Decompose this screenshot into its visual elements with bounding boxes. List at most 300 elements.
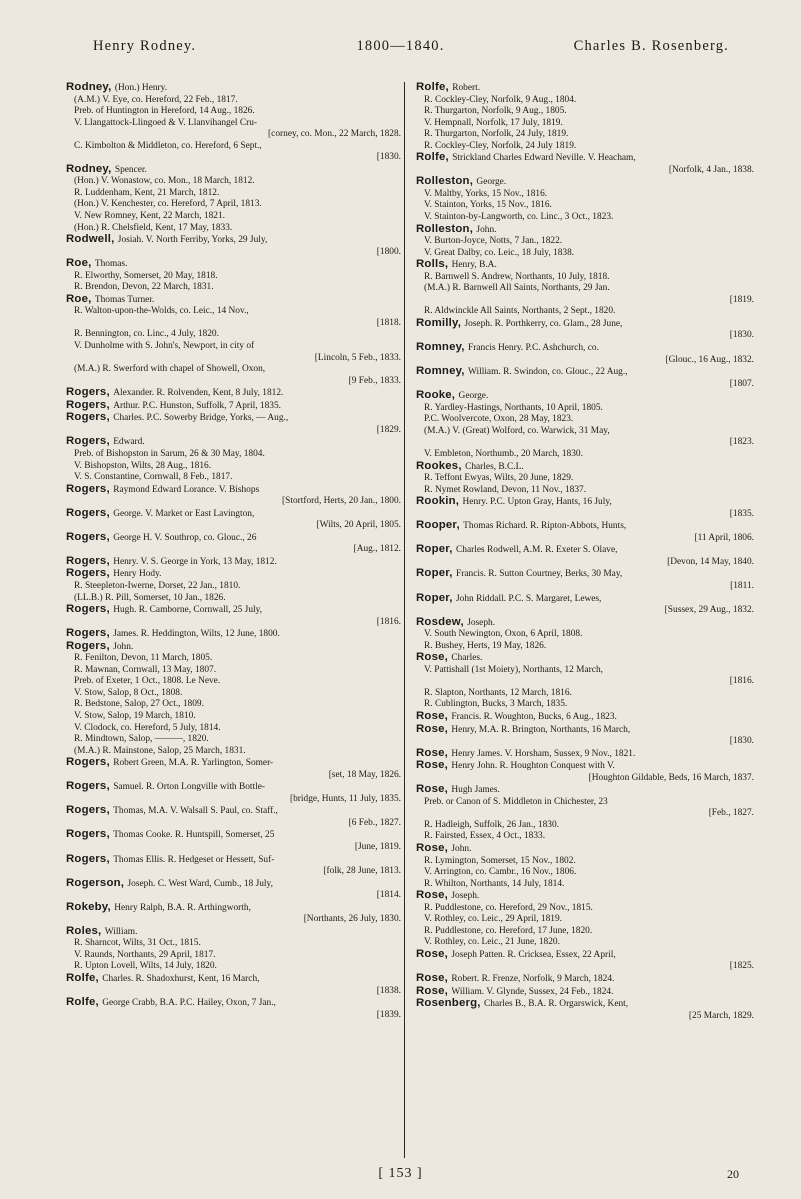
index-entry [66, 234, 401, 258]
entry-surname: Rose, [416, 972, 452, 985]
entry-surname: Rolleston, [416, 175, 477, 188]
entry-line [66, 532, 401, 545]
entry-line [416, 937, 754, 949]
entry-text: Joseph. [451, 891, 480, 902]
entry-surname: Rogers, [66, 435, 114, 448]
entry-line [66, 997, 401, 1010]
entry-line [416, 688, 754, 700]
entry-surname: Rogerson, [66, 876, 128, 889]
entry-line [416, 998, 754, 1011]
entry-surname: Roper, [416, 567, 457, 580]
entry-line [66, 818, 401, 830]
entry-text: (Hon.) V. Wonastow, co. Mon., 18 March, 1812. [74, 176, 255, 187]
entry-text: V. Maltby, Yorks, 15 Nov., 1816. [424, 188, 548, 199]
entry-text: Henry James. V. Horsham, Sussex, 9 Nov., 1821. [451, 748, 636, 759]
page-number: [ 153 ] [378, 1166, 423, 1181]
entry-text: Francis Henry. P.C. Ashchurch, co. [468, 343, 599, 354]
entry-line [416, 461, 754, 474]
entry-text: V. New Romney, Kent, 22 March, 1821. [74, 211, 226, 222]
entry-line [416, 129, 754, 141]
entry-line [416, 641, 754, 653]
entry-text: [1838. [376, 985, 401, 996]
entry-line [66, 544, 401, 556]
entry-line [66, 425, 401, 437]
index-entry [66, 926, 401, 973]
index-entry [416, 593, 754, 617]
index-entry [416, 176, 754, 223]
entry-text: James. R. Heddington, Wilts, 12 June, 1800. [113, 629, 280, 640]
entry-line [416, 306, 754, 318]
entry-surname: Roles, [66, 924, 105, 937]
entry-text: [set, 18 May, 1826. [328, 769, 401, 780]
entry-line [66, 581, 401, 593]
entry-line [416, 520, 754, 533]
entry-text: John. [451, 844, 472, 854]
entry-text: [corney, co. Mon., 22 March, 1828. [268, 129, 401, 140]
entry-line [416, 843, 754, 856]
entry-line [416, 496, 754, 509]
entry-line [66, 842, 401, 854]
entry-text: Joseph Patten. R. Cricksea, Essex, 22 April, [451, 949, 616, 960]
entry-line [66, 723, 401, 735]
entry-line [416, 890, 754, 903]
entry-surname: Rose, [416, 783, 452, 796]
entry-text: Thomas. [94, 259, 128, 270]
index-entry [66, 164, 401, 234]
entry-text: Francis. R. Sutton Courtney, Berks, 30 May, [456, 569, 623, 580]
entry-surname: Roper, [416, 543, 457, 556]
entry-text: [1830. [729, 330, 754, 341]
index-entry [66, 878, 401, 902]
entry-text: Henry Hody. [113, 569, 162, 580]
entry-text: Charles. P.C. Sowerby Bridge, Yorks, — Aug., [113, 413, 289, 424]
entry-line [66, 890, 401, 902]
entry-line [66, 699, 401, 711]
entry-line [416, 568, 754, 581]
entry-text: [Norfolk, 4 Jan., 1838. [668, 164, 754, 175]
entry-surname: Roe, [66, 257, 95, 270]
entry-line [416, 533, 754, 545]
entry-surname: Rose, [416, 889, 452, 902]
entry-text: R. Walton-upon-the-Wolds, co. Leic., 14 Nov., [74, 306, 249, 317]
entry-line [66, 258, 401, 271]
index-entry [66, 556, 401, 569]
entry-text: [Lincoln, 5 Feb., 1833. [314, 352, 401, 363]
entry-line [416, 544, 754, 557]
entry-line [416, 379, 754, 391]
entry-surname: Rogers, [66, 530, 114, 543]
entry-line [416, 200, 754, 212]
entry-text: [Devon, 14 May, 1840. [667, 556, 754, 567]
index-entry [416, 784, 754, 843]
entry-line [416, 248, 754, 260]
entry-line [416, 236, 754, 248]
index-entry [66, 258, 401, 294]
entry-text: Hugh. R. Camborne, Cornwall, 25 July, [113, 605, 263, 616]
index-entry [416, 520, 754, 544]
entry-text: (Hon.) R. Chelsfield, Kent, 17 May, 1833. [74, 222, 233, 233]
entry-text: [Stortford, Herts, 20 Jan., 1800. [282, 496, 401, 507]
entry-line [416, 509, 754, 521]
entry-text: Joseph. [467, 617, 496, 628]
entry-line [66, 520, 401, 532]
index-entry [416, 496, 754, 520]
entry-text: John. [113, 641, 134, 652]
entry-surname: Rogers, [66, 482, 114, 495]
entry-text: R. Slapton, Northants, 12 March, 1816. [424, 687, 572, 698]
index-entry [66, 628, 401, 641]
entry-text: V. Hempnall, Norfolk, 17 July, 1819. [424, 117, 563, 128]
signature-mark: 20 [727, 1167, 739, 1181]
entry-line [416, 141, 754, 153]
index-entry [66, 436, 401, 483]
entry-text: John. [476, 224, 497, 235]
entry-line [66, 400, 401, 413]
entry-text: Thomas Richard. R. Ripton-Abbots, Hunts, [463, 521, 627, 532]
entry-text: [1811. [730, 580, 754, 591]
entry-text: [1825. [729, 961, 754, 972]
entry-text: George. V. Market or East Lavington, [113, 508, 255, 519]
entry-text: R. Barnwell S. Andrew, Northants, 10 July, 1818. [424, 271, 610, 282]
entry-text: R. Cockley-Cley, Norfolk, 9 Aug., 1804. [424, 94, 577, 105]
entry-line [66, 294, 401, 307]
entry-text: [1807. [729, 378, 754, 389]
entry-surname: Rose, [416, 709, 452, 722]
entry-line [66, 496, 401, 508]
entry-line [416, 342, 754, 355]
entry-surname: Rogers, [66, 804, 114, 817]
entry-line [416, 867, 754, 879]
entry-text: Preb. of Exeter, 1 Oct., 1808. Le Neve. [74, 676, 221, 687]
entry-line [416, 95, 754, 107]
entry-text: Henry John. R. Houghton Conquest with V. [451, 761, 615, 772]
entry-line [66, 188, 401, 200]
index-entry [416, 724, 754, 748]
entry-text: Henry, M.A. R. Brington, Northants, 16 March, [451, 724, 631, 735]
index-entry [416, 652, 754, 711]
entry-text: R. Cockley-Cley, Norfolk, 24 July 1819. [424, 140, 577, 151]
entry-text: R. Lymington, Somerset, 15 Nov., 1802. [424, 855, 576, 866]
entry-text: [1839. [376, 1009, 401, 1020]
entry-surname: Rodney, [66, 81, 115, 93]
entry-line [416, 557, 754, 569]
entry-surname: Rose, [416, 759, 452, 772]
entry-surname: Rose, [416, 722, 452, 735]
index-entry [416, 544, 754, 568]
entry-line [66, 318, 401, 330]
entry-surname: Rogers, [66, 756, 114, 769]
entry-line [416, 760, 754, 773]
entry-line [416, 449, 754, 461]
index-entry [66, 829, 401, 853]
entry-line [66, 688, 401, 700]
entry-text: R. Upton Lovell, Wilts, 14 July, 1820. [74, 961, 217, 972]
header-right: Charles B. Rosenberg. [573, 38, 729, 54]
entry-surname: Rogers, [66, 567, 114, 580]
entry-text: Josiah. V. North Ferriby, Yorks, 29 July, [117, 235, 268, 246]
entry-text: Thomas Turner. [94, 294, 155, 305]
entry-surname: Roper, [416, 591, 457, 604]
entry-text: [1823. [729, 437, 754, 448]
entry-text: Preb. of Huntington in Hereford, 14 Aug., 1826. [74, 106, 255, 117]
entry-surname: Rogers, [66, 398, 114, 411]
entry-line [66, 914, 401, 926]
entry-line [416, 82, 754, 95]
index-entry [66, 412, 401, 436]
entry-text: [9 Feb., 1833. [348, 375, 401, 386]
entry-line [66, 106, 401, 118]
entry-line [66, 961, 401, 973]
entry-text: Joseph. C. West Ward, Cumb., 18 July, [127, 878, 273, 889]
entry-surname: Rolfe, [416, 151, 453, 164]
index-entry [416, 890, 754, 949]
index-entry [66, 641, 401, 757]
entry-text: V. Stainton-by-Langworth, co. Linc., 3 Oct., 1823. [424, 212, 614, 223]
index-entry [416, 711, 754, 724]
entry-text: V. Stow, Salop, 19 March, 1810. [74, 710, 196, 721]
entry-line [66, 641, 401, 654]
entry-line [416, 949, 754, 962]
entry-line [416, 617, 754, 630]
entry-text: William. [104, 926, 138, 937]
entry-text: R. Brendon, Devon, 22 March, 1831. [74, 282, 214, 293]
entry-line [416, 485, 754, 497]
entry-surname: Rolleston, [416, 222, 477, 235]
entry-text: Robert Green, M.A. R. Yarlington, Somer- [113, 758, 274, 769]
entry-text: [1816. [729, 676, 754, 687]
entry-surname: Rolfe, [66, 996, 103, 1009]
entry-text: Edward. [113, 437, 145, 448]
entry-line [416, 581, 754, 593]
index-entry [416, 224, 754, 260]
entry-line [416, 676, 754, 688]
entry-text: R. Mindtown, Salop, ———, 1820. [74, 734, 209, 745]
entry-text: (M.A.) V. (Great) Wolford, co. Warwick, 31 May, [424, 425, 610, 436]
index-entry [66, 294, 401, 387]
entry-text: V. Clodock, co. Hereford, 5 July, 1814. [74, 722, 221, 733]
entry-text: Charles, B.C.L. [465, 461, 524, 472]
entry-line [66, 829, 401, 842]
entry-text: Samuel. R. Orton Longville with Bottle- [113, 782, 265, 793]
index-entry [66, 997, 401, 1021]
entry-line [66, 353, 401, 365]
entry-surname: Rogers, [66, 780, 114, 793]
entry-text: Alexander. R. Rolvenden, Kent, 8 July, 1812. [113, 388, 284, 399]
entry-line [66, 902, 401, 915]
entry-surname: Rokeby, [66, 900, 115, 913]
entry-line [66, 387, 401, 400]
right-column [416, 82, 754, 1022]
entry-text: [1818. [376, 317, 401, 328]
entry-text: V. Pattishall (1st Moiety), Northants, 12 March, [424, 664, 603, 675]
entry-line [416, 1011, 754, 1023]
entry-line [66, 211, 401, 223]
entry-line [66, 141, 401, 153]
entry-line [66, 556, 401, 569]
entry-line [66, 341, 401, 353]
entry-line [416, 318, 754, 331]
entry-surname: Rogers, [66, 852, 114, 865]
entry-text: Charles Rodwell, A.M. R. Exeter S. Olave, [456, 545, 618, 556]
entry-line [416, 808, 754, 820]
entry-surname: Rogers, [66, 506, 114, 519]
entry-text: V. Stow, Salop, 8 Oct., 1808. [74, 687, 183, 698]
entry-line [66, 676, 401, 688]
entry-text: V. Llangattock-Llingoed & V. Llanvihangel Cru- [74, 117, 258, 128]
entry-line [416, 711, 754, 724]
entry-text: V. South Newington, Oxon, 6 April, 1808. [424, 629, 583, 640]
entry-line [416, 973, 754, 986]
entry-surname: Rogers, [66, 627, 114, 640]
entry-text: Hugh James. [451, 785, 500, 796]
entry-line [416, 926, 754, 938]
entry-text: (LL.B.) R. Pill, Somerset, 10 Jan., 1826. [74, 592, 226, 603]
entry-text: R. Bushey, Herts, 19 May, 1826. [424, 640, 547, 651]
entry-line [66, 376, 401, 388]
entry-line [66, 593, 401, 605]
entry-surname: Roe, [66, 292, 95, 305]
entry-text: Robert. R. Frenze, Norfolk, 9 March, 1824. [451, 974, 615, 985]
index-entry [416, 998, 754, 1022]
entry-line [416, 224, 754, 237]
entry-text: [Houghton Gildable, Beds, 16 March, 1837. [588, 772, 754, 783]
entry-text: (M.A.) R. Swerford with chapel of Showell, Oxon, [74, 364, 266, 375]
entry-surname: Rogers, [66, 603, 114, 616]
entry-text: Strickland Charles Edward Neville. V. Heacham, [452, 153, 636, 164]
entry-text: Charles. [451, 653, 483, 664]
entry-line [416, 914, 754, 926]
entry-line [66, 247, 401, 259]
entry-line [416, 106, 754, 118]
entry-line [416, 903, 754, 915]
entry-surname: Rookin, [416, 495, 463, 508]
index-entry [66, 902, 401, 926]
entry-line [416, 283, 754, 295]
entry-surname: Rolfe, [416, 81, 453, 93]
entry-line [416, 118, 754, 130]
entry-line [66, 757, 401, 770]
entry-line [66, 176, 401, 188]
entry-text: R. Puddlestone, co. Hereford, 17 June, 1820. [424, 925, 593, 936]
entry-text: R. Teffont Ewyas, Wilts, 20 June, 1829. [424, 473, 574, 484]
header-date-range: 1800—1840. [356, 38, 445, 54]
entry-text: R. Aldwinckle All Saints, Northants, 2 Sept., 1820. [424, 306, 616, 317]
entry-text: R. Thurgarton, Norfolk, 24 July, 1819. [424, 129, 569, 140]
index-entry [66, 805, 401, 829]
entry-line [66, 950, 401, 962]
entry-line [66, 711, 401, 723]
entry-line [66, 805, 401, 818]
entry-text: R. Fenilton, Devon, 11 March, 1805. [74, 653, 213, 664]
entry-line [66, 329, 401, 341]
entry-line [66, 449, 401, 461]
entry-surname: Rogers, [66, 554, 114, 567]
entry-line [66, 484, 401, 497]
entry-surname: Rookes, [416, 459, 466, 472]
index-entry [66, 781, 401, 805]
entry-line [66, 926, 401, 939]
entry-text: Robert. [452, 83, 481, 93]
entry-line [66, 770, 401, 782]
entry-line [66, 472, 401, 484]
entry-text: Henry, B.A. [451, 260, 497, 271]
entry-text: R. Steepleton-Iwerne, Dorset, 22 Jan., 1810. [74, 580, 241, 591]
entry-line [66, 95, 401, 107]
entry-line [416, 414, 754, 426]
index-entry [66, 568, 401, 604]
entry-text: [Aug., 1812. [353, 544, 401, 555]
entry-line [66, 746, 401, 758]
entry-line [416, 879, 754, 891]
entry-line [66, 628, 401, 641]
entry-surname: Rose, [416, 651, 452, 664]
entry-line [66, 604, 401, 617]
entry-line [66, 306, 401, 318]
entry-text: R. Thurgarton, Norfolk, 9 Aug., 1805. [424, 106, 567, 117]
entry-line [416, 736, 754, 748]
entry-text: P.C. Woolvercote, Oxon, 28 May, 1823. [424, 414, 574, 425]
entry-text: R. Luddenham, Kent, 21 March, 1812. [74, 187, 220, 198]
entry-text: Thomas Cooke. R. Huntspill, Somerset, 25 [113, 830, 275, 841]
entry-text: V. Embleton, Northumb., 20 March, 1830. [424, 448, 583, 459]
entry-line [416, 593, 754, 606]
entry-text: [Wilts, 20 April, 1805. [316, 520, 401, 531]
entry-line [416, 773, 754, 785]
entry-surname: Rose, [416, 984, 452, 997]
entry-line [416, 259, 754, 272]
index-entry [416, 390, 754, 460]
index-entry [416, 617, 754, 653]
left-column [66, 82, 401, 1021]
entry-line [66, 794, 401, 806]
entry-text: [bridge, Hunts, 11 July, 1835. [289, 793, 401, 804]
entry-line [66, 282, 401, 294]
entry-text: Henry. P.C. Upton Gray, Hants, 16 July, [462, 497, 612, 508]
entry-text: V. S. Constantine, Cornwall, 8 Feb., 1817. [74, 472, 233, 483]
entry-text: Preb. or Canon of S. Middleton in Chichester, 23 [424, 796, 608, 807]
entry-text: V. Rothley, co. Leic., 29 April, 1819. [424, 914, 563, 925]
entry-text: R. Bennington, co. Linc., 4 July, 1820. [74, 329, 219, 340]
entry-line [416, 784, 754, 797]
entry-line [66, 129, 401, 141]
entry-text: George. [476, 177, 507, 188]
entry-text: V. Stainton, Yorks, 15 Nov., 1816. [424, 200, 552, 211]
entry-text: [June, 1819. [354, 842, 401, 852]
entry-surname: Rodwell, [66, 233, 118, 246]
entry-line [66, 234, 401, 247]
entry-text: [1835. [729, 508, 754, 519]
entry-line [416, 724, 754, 737]
entry-text: R. Puddlestone, co. Hereford, 29 Nov., 1815. [424, 902, 593, 913]
entry-text: R. Elworthy, Somerset, 20 May, 1818. [74, 270, 218, 281]
index-entry [416, 973, 754, 986]
entry-text: [Feb., 1827. [708, 808, 754, 819]
entry-text: [Glouc., 16 Aug., 1832. [665, 354, 754, 365]
entry-line [66, 364, 401, 376]
entry-line [66, 781, 401, 794]
entry-text: Arthur. P.C. Hunston, Suffolk, 7 April, 1835. [113, 400, 281, 411]
entry-text: Spencer. [114, 164, 147, 175]
entry-surname: Rosdew, [416, 615, 468, 628]
entry-text: (Hon.) Henry. [114, 83, 168, 93]
entry-text: George H. V. Southrop, co. Glouc., 26 [113, 532, 257, 543]
entry-line [66, 164, 401, 177]
entry-text: Francis. R. Woughton, Bucks, 6 Aug., 1823. [451, 711, 617, 722]
index-entry [416, 342, 754, 366]
entry-line [66, 118, 401, 130]
entry-text: [25 March, 1829. [688, 1010, 754, 1021]
entry-line [416, 437, 754, 449]
